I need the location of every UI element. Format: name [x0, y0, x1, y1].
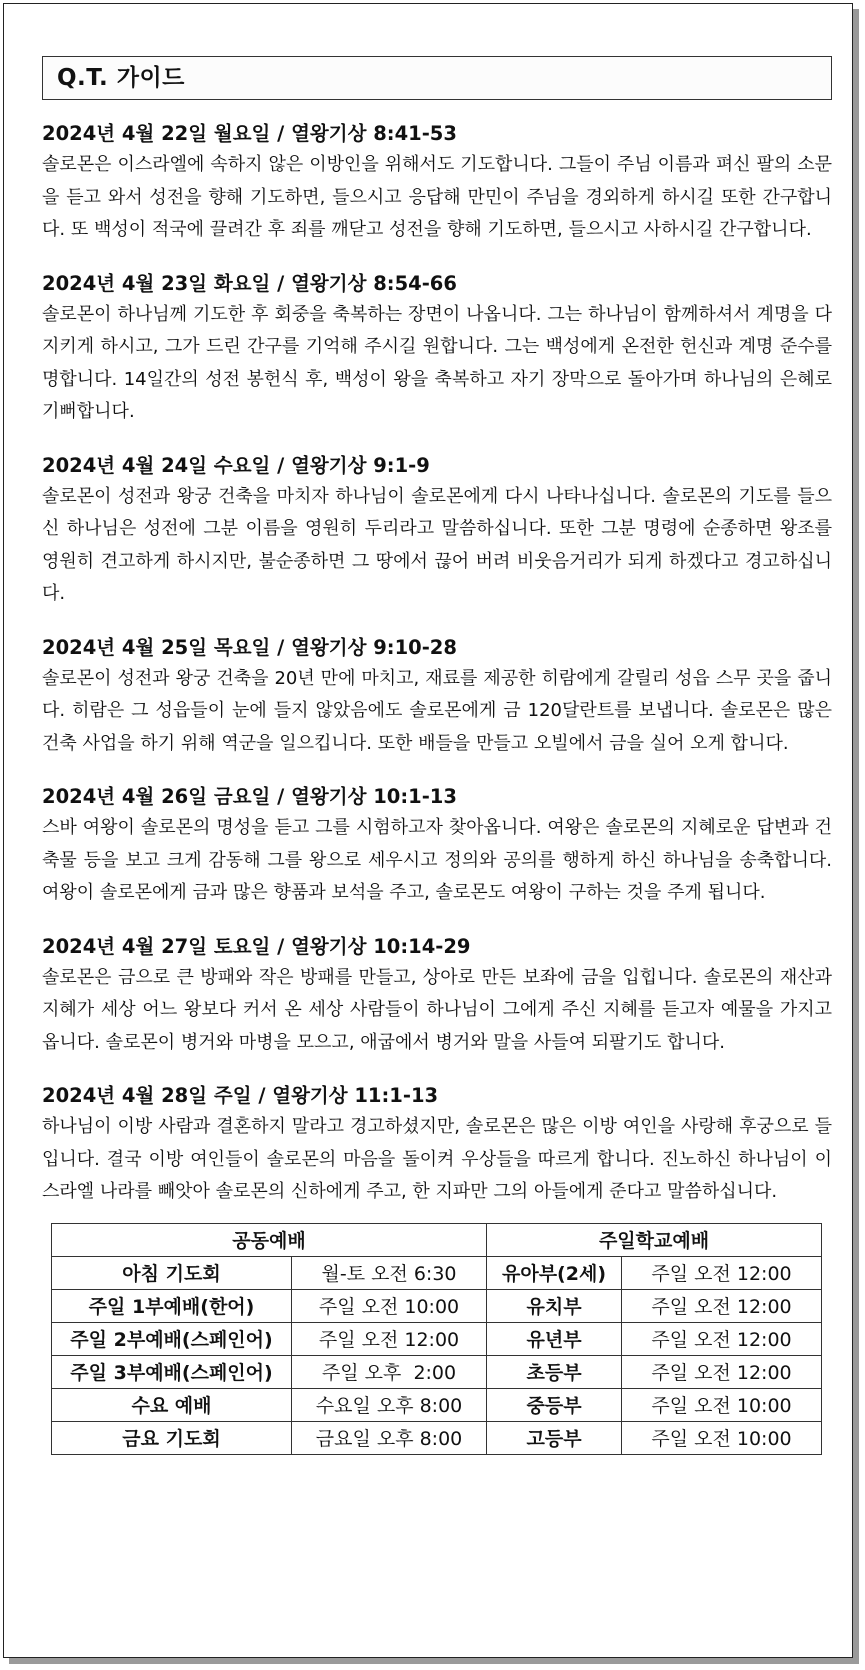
entry-body: 솔로몬은 이스라엘에 속하지 않은 이방인을 위해서도 기도합니다. 그들이 주님 이름과 펴신 팔의 소문을 듣고 와서 성전을 향해 기도하면, 들으시고 응답해 만민이 주님을 경외하게 하시길 또한 간구합니다. 또 백성이 적국에 끌려간 후 죄를 깨닫고 성전을 향해 기도하면, 들으시고 사하시길 간구합니다. — [42, 154, 832, 240]
qt-entry — [42, 269, 832, 429]
worship-schedule-table — [51, 1223, 822, 1455]
service-name: 아침 기도회 — [52, 1256, 292, 1289]
department-time: 주일 오전 12:00 — [622, 1355, 822, 1388]
service-name: 수요 예배 — [52, 1388, 292, 1421]
entry-heading: 2024년 4월 27일 토요일 / 열왕기상 10:14-29 — [42, 934, 471, 958]
entry-heading: 2024년 4월 28일 주일 / 열왕기상 11:1-13 — [42, 1084, 439, 1107]
department-time: 주일 오전 12:00 — [622, 1322, 822, 1355]
service-time: 주일 오후 2:00 — [292, 1355, 487, 1388]
table-row — [52, 1355, 822, 1388]
header-sunday-school: 주일학교예배 — [487, 1223, 822, 1256]
section-title: Q.T. 가이드 — [42, 56, 832, 100]
table-row — [52, 1421, 822, 1454]
bulletin-page — [3, 3, 853, 1658]
qt-entry — [42, 782, 832, 910]
qt-entry — [42, 1081, 832, 1209]
table-row — [52, 1289, 822, 1322]
service-name: 주일 3부예배(스페인어) — [52, 1355, 292, 1388]
entry-heading: 2024년 4월 22일 월요일 / 열왕기상 8:41-53 — [42, 122, 457, 145]
service-name: 주일 1부예배(한어) — [52, 1289, 292, 1322]
qt-entry — [42, 451, 832, 611]
department-time: 주일 오전 10:00 — [622, 1388, 822, 1421]
entry-body: 솔로몬이 성전과 왕궁 건축을 마치자 하나님이 솔로몬에게 다시 나타나십니다. 솔로몬의 기도를 들으신 하나님은 성전에 그분 이름을 영원히 두리라고 말씀하십니다. 또한 그분 명령에 순종하면 왕조를 영원히 견고하게 하시지만, 불순종하면 그 땅에서 끊어 버려 비웃음거리가 되게 하겠다고 경고하십니다. — [42, 485, 832, 604]
qt-entry — [42, 932, 832, 1060]
header-joint-worship: 공동예배 — [52, 1223, 487, 1256]
service-name: 주일 2부예배(스페인어) — [52, 1322, 292, 1355]
department-name: 유년부 — [487, 1322, 622, 1355]
entry-body: 솔로몬이 성전과 왕궁 건축을 20년 만에 마치고, 재료를 제공한 히람에게 갈릴리 성읍 스무 곳을 줍니다. 히람은 그 성읍들이 눈에 들지 않았음에도 솔로몬에게 금 120달란트를 보냅니다. 솔로몬은 많은 건축 사업을 하기 위해 역군을 일으킵니다. 또한 배들을 만들고 오빌에서 금을 실어 오게 합니다. — [42, 667, 832, 754]
department-time: 주일 오전 12:00 — [622, 1289, 822, 1322]
department-time: 주일 오전 10:00 — [622, 1421, 822, 1454]
service-time: 주일 오전 12:00 — [292, 1322, 487, 1355]
department-time: 주일 오전 12:00 — [622, 1256, 822, 1289]
entry-body: 솔로몬은 금으로 큰 방패와 작은 방패를 만들고, 상아로 만든 보좌에 금을 입힙니다. 솔로몬의 재산과 지혜가 세상 어느 왕보다 커서 온 세상 사람들이 하나님이 그에게 주신 지혜를 듣고자 예물을 가지고 옵니다. 솔로몬이 병거와 마병을 모으고, 애굽에서 병거와 말을 사들여 되팔기도 합니다. — [42, 966, 832, 1053]
entry-body: 솔로몬이 하나님께 기도한 후 회중을 축복하는 장면이 나옵니다. 그는 하나님이 함께하셔서 계명을 다 지키게 하시고, 그가 드린 간구를 기억해 주시길 원합니다. 그는 백성에게 온전한 헌신과 계명 준수를 명합니다. 14일간의 성전 봉헌식 후, 백성이 왕을 축복하고 자기 장막으로 돌아가며 하나님의 은혜로 기뻐합니다. — [42, 303, 832, 422]
department-name: 유아부(2세) — [487, 1256, 622, 1289]
department-name: 초등부 — [487, 1355, 622, 1388]
qt-entry — [42, 633, 832, 761]
entry-heading: 2024년 4월 25일 목요일 / 열왕기상 9:10-28 — [42, 635, 457, 659]
service-name: 금요 기도회 — [52, 1421, 292, 1454]
entry-body: 하나님이 이방 사람과 결혼하지 말라고 경고하셨지만, 솔로몬은 많은 이방 여인을 사랑해 후궁으로 들입니다. 결국 이방 여인들이 솔로몬의 마음을 돌이켜 우상들을 따르게 합니다. 진노하신 하나님이 이스라엘 나라를 빼앗아 솔로몬의 신하에게 주고, 한 지파만 그의 아들에게 준다고 말씀하십니다. — [42, 1116, 832, 1202]
table-header-row — [52, 1223, 822, 1256]
qt-entry — [42, 119, 832, 247]
entry-heading: 2024년 4월 26일 금요일 / 열왕기상 10:1-13 — [42, 785, 457, 808]
entry-heading: 2024년 4월 23일 화요일 / 열왕기상 8:54-66 — [42, 271, 457, 295]
department-name: 중등부 — [487, 1388, 622, 1421]
service-time: 수요일 오후 8:00 — [292, 1388, 487, 1421]
table-row — [52, 1322, 822, 1355]
qt-entries — [42, 119, 832, 1209]
table-row — [52, 1256, 822, 1289]
service-time: 주일 오전 10:00 — [292, 1289, 487, 1322]
department-name: 고등부 — [487, 1421, 622, 1454]
department-name: 유치부 — [487, 1289, 622, 1322]
entry-heading: 2024년 4월 24일 수요일 / 열왕기상 9:1-9 — [42, 453, 430, 477]
service-time: 금요일 오후 8:00 — [292, 1421, 487, 1454]
table-row — [52, 1388, 822, 1421]
service-time: 월-토 오전 6:30 — [292, 1256, 487, 1289]
page-content — [42, 56, 832, 1455]
entry-body: 스바 여왕이 솔로몬의 명성을 듣고 그를 시험하고자 찾아옵니다. 여왕은 솔로몬의 지혜로운 답변과 건축물 등을 보고 크게 감동해 그를 왕으로 세우시고 정의와 공의를 행하게 하신 하나님을 송축합니다. 여왕이 솔로몬에게 금과 많은 향품과 보석을 주고, 솔로몬도 여왕이 구하는 것을 주게 됩니다. — [42, 817, 832, 903]
